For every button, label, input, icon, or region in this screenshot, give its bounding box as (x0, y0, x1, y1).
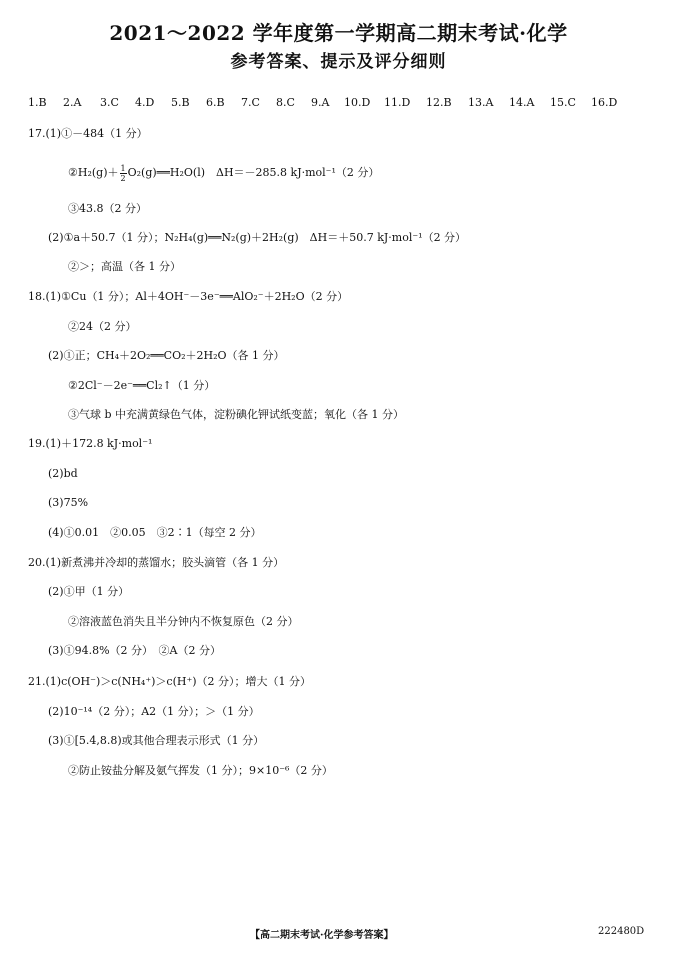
answer-line-19-1: 19.(1)＋172.8 kJ·mol⁻¹ (28, 437, 153, 450)
choice-answer: 10.D (344, 96, 371, 109)
answer-line-18-2-3: ③气球 b 中充满黄绿色气体，淀粉碘化钾试纸变蓝；氧化（各 1 分） (68, 408, 405, 421)
choice-answer: 4.D (135, 96, 155, 109)
answer-line-21-3-1: (3)①[5.4,8.8)或其他合理表示形式（1 分） (48, 734, 265, 747)
choice-answer: 6.B (206, 96, 225, 109)
fraction-denominator: 2 (120, 173, 126, 183)
choice-answer: 1.B (28, 96, 47, 109)
equation-part: O₂(g)══H₂O(l) ΔH＝－285.8 kJ·mol⁻¹（2 分） (127, 166, 380, 179)
answer-line-21-1: 21.(1)c(OH⁻)＞c(NH₄⁺)＞c(H⁺)（2 分）；增大（1 分） (28, 675, 312, 688)
answer-line-18-1-1: 18.(1)①Cu（1 分）；Al＋4OH⁻－3e⁻══AlO₂⁻＋2H₂O（2 分） (28, 290, 349, 303)
answer-line-20-3: (3)①94.8%（2 分） ②A（2 分） (48, 644, 221, 657)
answer-line-20-2-1: (2)①甲（1 分） (48, 585, 130, 598)
footer-label: 【高二期末考试·化学参考答案】 (250, 930, 394, 941)
choice-answer-row (28, 96, 628, 112)
answer-line-17-2-2: ②＞；高温（各 1 分） (68, 260, 181, 273)
answer-line-21-3-2: ②防止铵盐分解及氨气挥发（1 分）；9×10⁻⁶（2 分） (68, 764, 333, 777)
answer-line-18-1-2: ②24（2 分） (68, 320, 137, 333)
choice-answer: 2.A (63, 96, 82, 109)
answer-line-19-2: (2)bd (48, 467, 78, 480)
answer-line-17-1-2 (68, 163, 379, 183)
answer-line-18-2-1: (2)①正；CH₄＋2O₂══CO₂＋2H₂O（各 1 分） (48, 349, 285, 362)
answer-line-17-2-1: (2)①a＋50.7（1 分）；N₂H₄(g)══N₂(g)＋2H₂(g) ΔH＝＋50.7 kJ·mol⁻¹（2 分） (48, 231, 467, 244)
answer-line-19-4: (4)①0.01 ②0.05 ③2∶1（每空 2 分） (48, 526, 262, 539)
page-title: 2021～2022 学年度第一学期高二期末考试·化学 (109, 21, 568, 45)
answer-line-20-1: 20.(1)新煮沸并冷却的蒸馏水；胶头滴管（各 1 分） (28, 556, 285, 569)
choice-answer: 7.C (241, 96, 260, 109)
choice-answer: 3.C (100, 96, 119, 109)
answer-line-17-1-1: 17.(1)①－484（1 分） (28, 127, 148, 140)
choice-answer: 5.B (171, 96, 190, 109)
answer-line-19-3: (3)75% (48, 496, 89, 509)
choice-answer: 13.A (468, 96, 494, 109)
choice-answer: 9.A (311, 96, 330, 109)
page-subtitle: 参考答案、提示及评分细则 (230, 52, 447, 72)
choice-answer: 8.C (276, 96, 295, 109)
answer-line-20-2-2: ②溶液蓝色消失且半分钟内不恢复原色（2 分） (68, 615, 299, 628)
fraction (120, 164, 127, 183)
choice-answer: 15.C (550, 96, 576, 109)
fraction-numerator: 1 (120, 163, 126, 173)
equation-part: ②H₂(g)＋ (68, 166, 119, 179)
choice-answer: 12.B (426, 96, 452, 109)
document-code: 222480D (598, 926, 645, 937)
choice-answer: 11.D (384, 96, 411, 109)
answer-line-17-1-3: ③43.8（2 分） (68, 202, 147, 215)
answer-line-21-2: (2)10⁻¹⁴（2 分）；A2（1 分）；＞（1 分） (48, 705, 260, 718)
choice-answer: 14.A (509, 96, 535, 109)
answer-line-18-2-2: ②2Cl⁻－2e⁻══Cl₂↑（1 分） (68, 379, 216, 392)
choice-answer: 16.D (591, 96, 618, 109)
